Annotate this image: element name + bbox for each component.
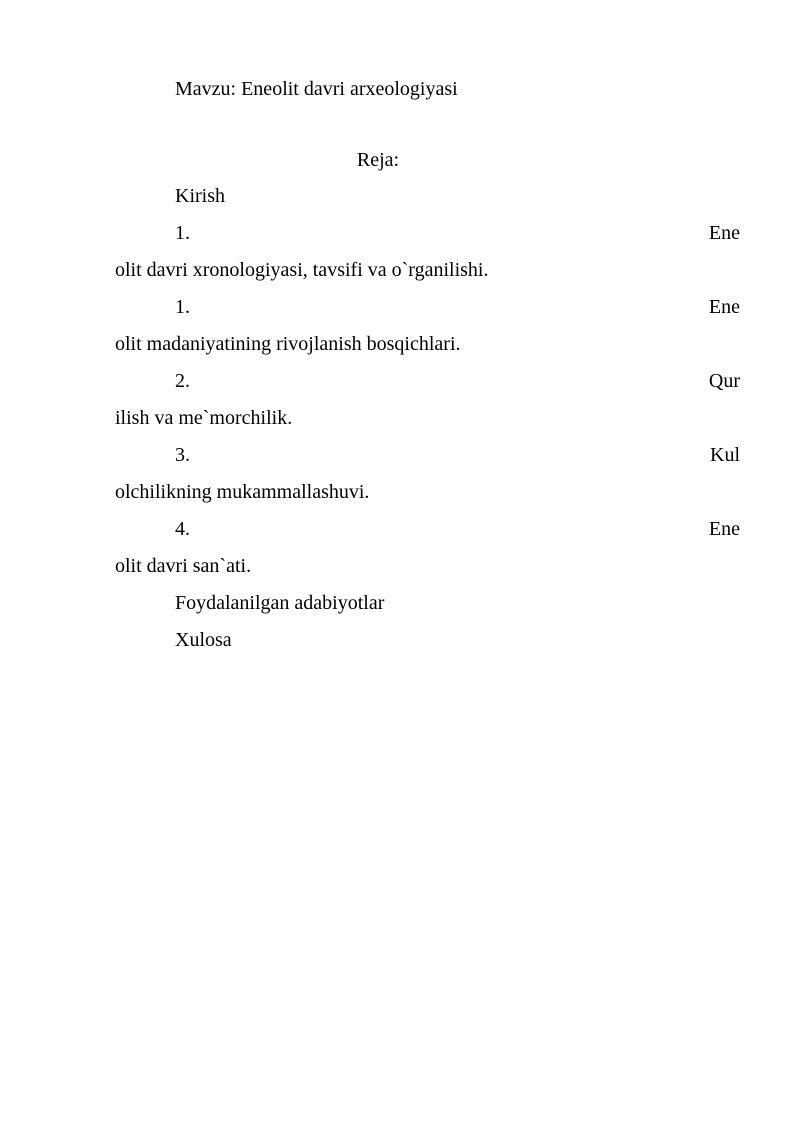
plan-item-number: 4. <box>175 518 190 540</box>
plan-item-number: 2. <box>175 370 190 392</box>
plan-item-number: 1. <box>175 222 190 244</box>
plan-item-word-start: Ene <box>708 518 740 540</box>
plan-item-continuation: olit madaniyatining rivojlanish bosqichlari. <box>115 333 461 355</box>
plan-item-word-start: Ene <box>708 296 740 318</box>
references-item: Foydalanilgan adabiyotlar <box>175 592 385 614</box>
plan-item-continuation: ilish va me`morchilik. <box>115 407 293 429</box>
plan-item-continuation: olit davri xronologiyasi, tavsifi va o`rganilishi. <box>115 259 489 281</box>
intro-item: Kirish <box>175 185 225 207</box>
plan-item-number: 3. <box>175 444 190 466</box>
plan-item-word-start: Qur <box>708 370 740 392</box>
plan-item-continuation: olit davri san`ati. <box>115 555 252 577</box>
topic-title: Mavzu: Eneolit davri arxeologiyasi <box>175 78 458 100</box>
plan-item-word-start: Ene <box>708 222 740 244</box>
plan-heading: Reja: <box>356 149 400 171</box>
plan-item-number: 1. <box>175 296 190 318</box>
plan-item-continuation: olchilikning mukammallashuvi. <box>115 481 370 503</box>
conclusion-item: Xulosa <box>175 629 232 651</box>
plan-item-word-start: Kul <box>710 444 740 466</box>
